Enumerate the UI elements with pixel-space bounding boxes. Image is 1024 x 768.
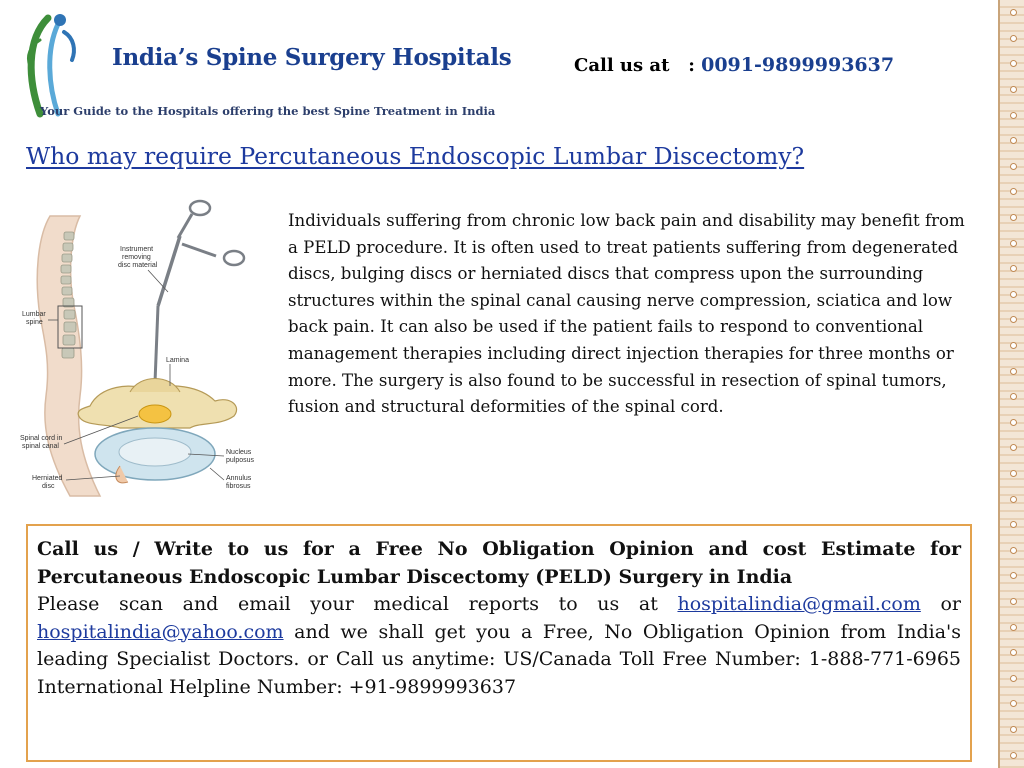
contact-box: [26, 524, 972, 762]
border-line: [998, 0, 1000, 768]
label-annulus-1: Annulus: [226, 475, 252, 482]
email-link-gmail[interactable]: hospitalindia@gmail.com: [677, 593, 921, 615]
spine-surgery-illustration: [20, 196, 275, 521]
email-link-yahoo[interactable]: hospitalindia@yahoo.com: [37, 620, 284, 643]
call-us-line: [574, 54, 894, 76]
contact-box-heading: Call us / Write to us for a Free No Obligation Opinion and cost Estimate for Percutaneous Endoscopic Lumbar Discectomy (PELD) Surgery in India: [37, 538, 961, 588]
label-spinal-cord-1: Spinal cord in: [20, 435, 63, 442]
label-instrument-3: disc material: [118, 262, 158, 269]
label-herniated-2: disc: [42, 483, 55, 490]
label-instrument-2: removing: [122, 254, 151, 261]
label-instrument-1: Instrument: [120, 246, 154, 253]
label-herniated-1: Herniated: [32, 475, 63, 482]
label-nucleus-1: Nucleus: [226, 449, 252, 456]
phone-number[interactable]: 0091-9899993637: [701, 54, 895, 76]
label-nucleus-2: pulposus: [226, 457, 255, 464]
description-paragraph: Individuals suffering from chronic low back pain and disability may benefit from a PELD procedure. It is often used to treat patients suffering from degenerated discs, bulging discs or herniated discs that compress upon the surrounding structures within the spinal canal causing nerve compression, sciatica and low back pain. It can also be used if the patient fails to respond to conventional management therapies including direct injection therapies for three months or more. The surgery is also found to be successful in resection of spinal tumors, fusion and structural deformities of the spinal cord.: [288, 211, 965, 417]
site-logo[interactable]: [18, 10, 512, 120]
label-annulus-2: fibrosus: [226, 483, 251, 490]
border-dots: [1008, 0, 1018, 768]
label-lumbar: Lumbar: [22, 311, 46, 318]
brand-title: India’s Spine Surgery Hospitals: [112, 44, 512, 71]
label-lumbar-2: spine: [26, 319, 43, 326]
contact-text-2: or: [920, 593, 961, 615]
page-heading[interactable]: Who may require Percutaneous Endoscopic Lumbar Discectomy?: [26, 142, 805, 170]
label-spinal-cord-2: spinal canal: [22, 443, 59, 450]
contact-text-1: Please scan and email your medical reports to us at: [37, 593, 678, 615]
contact-text-3: and we shall get you a Free, No Obligation Opinion from India's leading Specialist Doctors. or Call us anytime: US/Canada Toll Free Number: 1-888-771-6965 International Helpline Number: +91-9899993637: [37, 620, 961, 698]
label-lamina: Lamina: [166, 357, 189, 364]
call-us-label: Call us at :: [574, 55, 702, 76]
brand-tagline: Your Guide to the Hospitals offering the best Spine Treatment in India: [40, 104, 496, 118]
